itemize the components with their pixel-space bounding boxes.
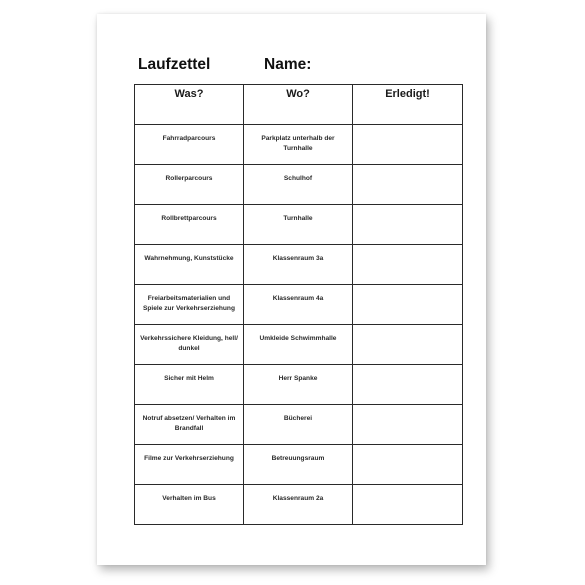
table-row <box>135 405 463 445</box>
document-title: Laufzettel <box>138 56 211 73</box>
cell-erledigt <box>353 245 463 285</box>
table-row <box>135 485 463 525</box>
cell-wo: Turnhalle <box>244 205 353 245</box>
table-row <box>135 365 463 405</box>
cell-wo: Parkplatz unterhalb der Turnhalle <box>244 125 353 165</box>
column-header-erledigt: Erledigt! <box>353 85 463 125</box>
cell-was: Verhalten im Bus <box>135 485 244 525</box>
cell-was: Wahrnehmung, Kunststücke <box>135 245 244 285</box>
cell-erledigt <box>353 325 463 365</box>
table-row <box>135 325 463 365</box>
table-header-row <box>135 85 463 125</box>
cell-was: Filme zur Verkehrserziehung <box>135 445 244 485</box>
cell-erledigt <box>353 165 463 205</box>
cell-wo: Herr Spanke <box>244 365 353 405</box>
cell-was: Freiarbeitsmaterialien und Spiele zur Verkehrserziehung <box>135 285 244 325</box>
cell-wo: Klassenraum 4a <box>244 285 353 325</box>
cell-erledigt <box>353 205 463 245</box>
table-row <box>135 445 463 485</box>
cell-was: Rollerparcours <box>135 165 244 205</box>
column-header-wo: Wo? <box>244 85 353 125</box>
table-row <box>135 285 463 325</box>
cell-erledigt <box>353 285 463 325</box>
cell-was: Rollbrettparcours <box>135 205 244 245</box>
cell-erledigt <box>353 125 463 165</box>
cell-was: Fahrradparcours <box>135 125 244 165</box>
cell-was: Verkehrssichere Kleidung, hell/ dunkel <box>135 325 244 365</box>
cell-was: Sicher mit Helm <box>135 365 244 405</box>
table-row <box>135 165 463 205</box>
name-label: Name: <box>264 56 312 73</box>
column-header-was: Was? <box>135 85 244 125</box>
cell-wo: Betreuungsraum <box>244 445 353 485</box>
cell-was: Notruf absetzen/ Verhalten im Brandfall <box>135 405 244 445</box>
table-row <box>135 125 463 165</box>
cell-erledigt <box>353 485 463 525</box>
cell-erledigt <box>353 445 463 485</box>
table-row <box>135 245 463 285</box>
cell-erledigt <box>353 365 463 405</box>
cell-wo: Schulhof <box>244 165 353 205</box>
cell-wo: Klassenraum 3a <box>244 245 353 285</box>
cell-wo: Bücherei <box>244 405 353 445</box>
cell-wo: Klassenraum 2a <box>244 485 353 525</box>
station-table <box>134 84 463 525</box>
document-page <box>97 14 486 565</box>
cell-erledigt <box>353 405 463 445</box>
cell-wo: Umkleide Schwimmhalle <box>244 325 353 365</box>
table-row <box>135 205 463 245</box>
